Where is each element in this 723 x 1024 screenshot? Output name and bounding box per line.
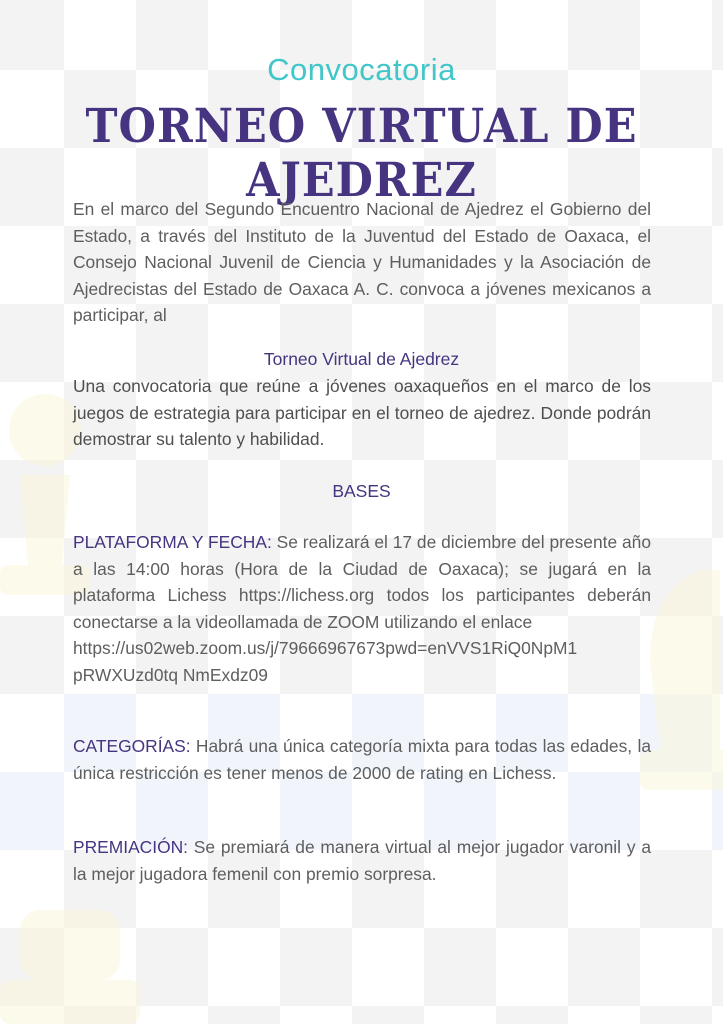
categories-paragraph <box>73 733 651 786</box>
intro-paragraph: En el marco del Segundo Encuentro Nacional de Ajedrez el Gobierno del Estado, a través del Instituto de la Juventud del Estado de Oaxaca, el Consejo Nacional Juvenil de Ciencia y Humanidades y la Asociación de Ajedrecistas del Estado de Oaxaca A. C. convoca a jóvenes mexicanos a participar, al <box>73 199 651 325</box>
platform-label: PLATAFORMA Y FECHA: <box>73 532 272 552</box>
prizes-text: Se premiará de manera virtual al mejor jugador varonil y a la mejor jugadora femenil con premio sorpresa. <box>73 837 651 884</box>
platform-text: Se realizará el 17 de diciembre del presente año a las 14:00 horas (Hora de la Ciudad de Oaxaca); se jugará en la plataforma Lichess https://lichess.org todos los participantes deberán conectarse a la videollamada de ZOOM utilizando el enlace <box>73 532 651 632</box>
zoom-link-line-1[interactable]: https://us02web.zoom.us/j/79666967673pwd=enVVS1RiQ0NpM1 <box>73 638 578 658</box>
zoom-link-line-2[interactable]: pRWXUzd0tq NmExdz09 <box>73 664 268 685</box>
header-kicker: Convocatoria <box>267 52 456 87</box>
bases-heading: BASES <box>332 481 391 501</box>
categories-label: CATEGORÍAS: <box>73 736 191 756</box>
prizes-label: PREMIACIÓN: <box>73 837 188 857</box>
categories-text: Habrá una única categoría mixta para todas las edades, la única restricción es tener menos de 2000 de rating en Lichess. <box>73 736 651 783</box>
prizes-paragraph <box>73 834 651 887</box>
platform-paragraph <box>73 529 651 688</box>
tournament-name: Torneo Virtual de Ajedrez <box>263 349 460 369</box>
tournament-description: Una convocatoria que reúne a jóvenes oaxaqueños en el marco de los juegos de estrategia para participar en el torneo de ajedrez. Donde podrán demostrar su talento y habilidad. <box>73 376 651 449</box>
page-title: TORNEO VIRTUAL DE AJEDREZ <box>85 100 638 208</box>
